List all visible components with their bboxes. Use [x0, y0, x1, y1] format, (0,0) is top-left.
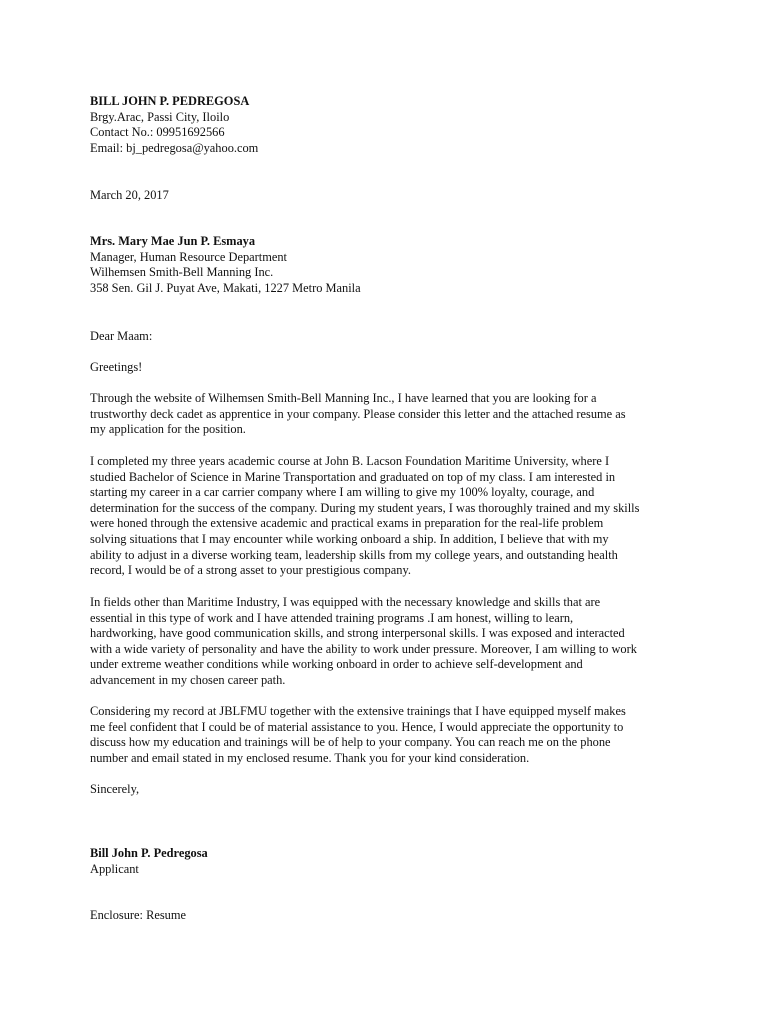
- paragraph-line: Considering my record at JBLFMU together with the extensive trainings that I have equipped myself makes: [90, 704, 626, 718]
- greeting: Greetings!: [90, 360, 143, 374]
- sender-name: BILL JOHN P. PEDREGOSA: [90, 94, 250, 108]
- recipient-address: 358 Sen. Gil J. Puyat Ave, Makati, 1227 Metro Manila: [90, 280, 361, 295]
- signature-role: Applicant: [90, 861, 139, 876]
- sender-block: [90, 94, 690, 156]
- sender-email: Email: bj_pedregosa@yahoo.com: [90, 140, 259, 155]
- paragraph-line: number and email stated in my enclosed resume. Thank you for your kind consideration.: [90, 750, 530, 765]
- paragraph-line: discuss how my education and trainings will be of help to your company. You can reach me on the phone: [90, 735, 611, 750]
- signature-name: Bill John P. Pedregosa: [90, 846, 208, 860]
- recipient-block: [90, 234, 690, 296]
- paragraph-2: [90, 454, 690, 579]
- paragraph-line: starting my career in a car carrier company where I am willing to give my 100% loyalty, courage, and: [90, 485, 595, 500]
- paragraph-line: me feel confident that I could be of material assistance to you. Hence, I would appreciate the opportunity to: [90, 719, 624, 734]
- paragraph-line: trustworthy deck cadet as apprentice in your company. Please consider this letter and the attached resume as: [90, 406, 626, 421]
- letter-date: March 20, 2017: [90, 188, 169, 202]
- recipient-title: Manager, Human Resource Department: [90, 249, 287, 264]
- paragraph-line: ability to adjust in a diverse working team, leadership skills from my college years, and outstanding health: [90, 547, 618, 562]
- paragraph-line: under extreme weather conditions while working onboard in order to achieve self-development and: [90, 657, 583, 672]
- greeting-block: [90, 360, 690, 376]
- paragraph-line: Through the website of Wilhemsen Smith-Bell Manning Inc., I have learned that you are looking for a: [90, 391, 597, 405]
- paragraph-line: essential in this type of work and I have attended training programs .I am honest, willing to learn,: [90, 610, 574, 625]
- sender-contact: Contact No.: 09951692566: [90, 125, 225, 140]
- paragraph-line: advancement in my chosen career path.: [90, 672, 286, 687]
- paragraph-line: with a wide variety of personality and have the ability to work under pressure. Moreover, I am willing to work: [90, 641, 637, 656]
- salutation: Dear Maam:: [90, 329, 153, 343]
- salutation-block: [90, 329, 690, 345]
- paragraph-line: my application for the position.: [90, 422, 246, 437]
- paragraph-4: [90, 704, 690, 766]
- closing: Sincerely,: [90, 782, 140, 796]
- paragraph-3: [90, 595, 690, 689]
- sender-address: Brgy.Arac, Passi City, Iloilo: [90, 109, 230, 124]
- paragraph-line: record, I would be of a strong asset to your prestigious company.: [90, 563, 411, 578]
- date-block: [90, 188, 690, 204]
- enclosure-block: [90, 908, 690, 924]
- signature-block: [90, 846, 690, 877]
- paragraph-1: [90, 391, 690, 438]
- paragraph-line: In fields other than Maritime Industry, I was equipped with the necessary knowledge and skills that are: [90, 595, 601, 609]
- recipient-name: Mrs. Mary Mae Jun P. Esmaya: [90, 234, 256, 248]
- paragraph-line: were honed through the extensive academic and practical exams in preparation for the real-life problem: [90, 516, 604, 531]
- enclosure: Enclosure: Resume: [90, 908, 187, 922]
- paragraph-line: hardworking, have good communication skills, and strong interpersonal skills. I was exposed and interacted: [90, 626, 625, 641]
- paragraph-line: solving situations that I may encounter while working onboard a ship. In addition, I believe that with my: [90, 531, 609, 546]
- paragraph-line: studied Bachelor of Science in Marine Transportation and graduated on top of my class. I am interested in: [90, 469, 616, 484]
- paragraph-line: determination for the success of the company. During my student years, I was thoroughly trained and my skills: [90, 500, 640, 515]
- closing-block: [90, 782, 690, 798]
- paragraph-line: I completed my three years academic course at John B. Lacson Foundation Maritime University, where I: [90, 454, 610, 468]
- recipient-company: Wilhemsen Smith-Bell Manning Inc.: [90, 265, 274, 280]
